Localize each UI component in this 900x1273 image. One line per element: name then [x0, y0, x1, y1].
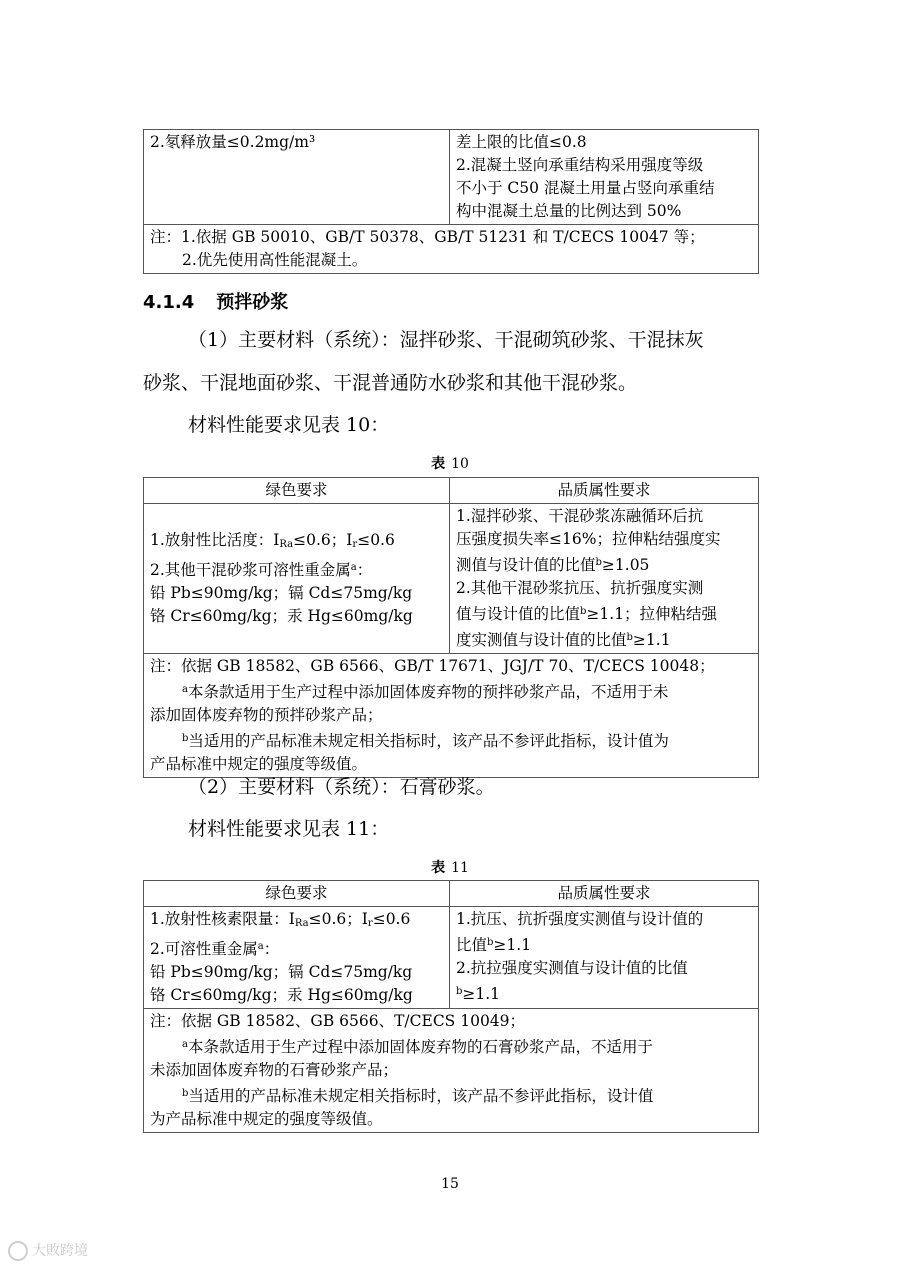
- note-text: $^a$本条款适用于生产过程中添加固体废弃物的石膏砂浆产品，不适用于: [182, 1038, 653, 1056]
- section-heading: [143, 288, 288, 314]
- note-text: 注：依据 GB 18582、GB 6566、GB/T 17671、JGJ/T 70、T/CECS 10048；: [150, 657, 715, 675]
- column-header: 绿色要求: [144, 881, 450, 907]
- caption-label: 表: [431, 860, 446, 876]
- paragraph-line: （2）主要材料（系统）：石膏砂浆。: [188, 776, 495, 798]
- note-text: 注：1.依据 GB 50010、GB/T 50378、GB/T 51231 和 T/CECS 10047 等；: [150, 228, 705, 246]
- cell-text: 2.抗拉强度实测值与设计值的比值: [456, 959, 688, 977]
- table-header-row: [144, 478, 759, 504]
- cell-text: 2.其他干混砂浆可溶性重金属$^a$：: [150, 561, 373, 579]
- cell-text: $^b$≥1.1: [456, 985, 501, 1003]
- table-10: [143, 477, 759, 778]
- watermark: [8, 1240, 88, 1261]
- table-cell: [144, 907, 450, 1009]
- table-cell: [450, 504, 759, 654]
- table-note: [144, 654, 759, 778]
- cell-text: 2.氡释放量≤0.2mg/m³: [150, 133, 316, 151]
- table-header-row: [144, 881, 759, 907]
- table-row: [144, 907, 759, 1009]
- cell-text: 2.其他干混砂浆抗压、抗折强度实测: [456, 579, 704, 597]
- column-header: 品质属性要求: [450, 881, 759, 907]
- cell-text: 压强度损失率≤16%；拉伸粘结强度实: [456, 530, 721, 548]
- table-row: [144, 1009, 759, 1133]
- cell-text: 1.抗压、抗折强度实测值与设计值的: [456, 910, 704, 928]
- table-row: [144, 654, 759, 778]
- caption-label: 表: [431, 456, 446, 472]
- cell-text: 差上限的比值≤0.8: [456, 133, 587, 151]
- cell-text: 2.混凝土竖向承重结构采用强度等级: [456, 156, 704, 174]
- column-header: 品质属性要求: [450, 478, 759, 504]
- table-cell: [144, 130, 450, 225]
- note-text: 为产品标准中规定的强度等级值。: [150, 1110, 383, 1128]
- watermark-text: 大敗跨境: [32, 1243, 88, 1259]
- page-number: 15: [441, 1176, 459, 1192]
- table-caption: [0, 857, 900, 877]
- cell-text: 铅 Pb≤90mg/kg；镉 Cd≤75mg/kg: [150, 584, 413, 602]
- cell-text: 2.可溶性重金属$^a$：: [150, 940, 280, 958]
- cell-text: 构中混凝土总量的比例达到 50%: [456, 202, 682, 220]
- caption-number: 11: [451, 860, 469, 876]
- cell-text: 值与设计值的比值$^b$≥1.1；拉伸粘结强: [456, 605, 718, 623]
- paragraph-line: 材料性能要求见表 11：: [188, 818, 390, 840]
- cell-text: 铬 Cr≤60mg/kg；汞 Hg≤60mg/kg: [150, 986, 413, 1004]
- table-caption: [0, 453, 900, 473]
- cell-text: 度实测值与设计值的比值$^b$≥1.1: [456, 631, 671, 649]
- cell-text: 1.湿拌砂浆、干混砂浆冻融循环后抗: [456, 507, 704, 525]
- table-cell: [450, 130, 759, 225]
- section-number: 4.1.4: [143, 292, 195, 313]
- table-row: [144, 504, 759, 654]
- table-cell: [450, 907, 759, 1009]
- note-text: 产品标准中规定的强度等级值。: [150, 755, 368, 773]
- note-text: 注：依据 GB 18582、GB 6566、T/CECS 10049；: [150, 1012, 526, 1030]
- cell-text: 铬 Cr≤60mg/kg；汞 Hg≤60mg/kg: [150, 607, 413, 625]
- caption-number: 10: [451, 456, 469, 472]
- table-note: [144, 225, 759, 274]
- table-row: [144, 130, 759, 225]
- cell-text: 比值$^b$≥1.1: [456, 936, 532, 954]
- note-text: 2.优先使用高性能混凝土。: [182, 251, 368, 269]
- watermark-logo-icon: [8, 1241, 28, 1261]
- cell-text: 1.放射性比活度：$I_{Ra}\le 0.6$；$I_r\le 0.6$: [150, 531, 395, 550]
- note-text: 未添加固体废弃物的石膏砂浆产品；: [150, 1061, 399, 1079]
- paragraph-line: 砂浆、干混地面砂浆、干混普通防水砂浆和其他干混砂浆。: [143, 372, 638, 394]
- table-row: [144, 225, 759, 274]
- table-top: [143, 129, 759, 274]
- note-text: $^b$当适用的产品标准未规定相关指标时，该产品不参评此指标，设计值为: [182, 732, 669, 750]
- column-header: 绿色要求: [144, 478, 450, 504]
- note-text: $^b$当适用的产品标准未规定相关指标时，该产品不参评此指标，设计值: [182, 1087, 654, 1105]
- cell-text: 不小于 C50 混凝土用量占竖向承重结: [456, 179, 715, 197]
- table-note: [144, 1009, 759, 1133]
- section-title: 预拌砂浆: [216, 292, 289, 313]
- cell-text: 铅 Pb≤90mg/kg；镉 Cd≤75mg/kg: [150, 963, 413, 981]
- paragraph-line: 材料性能要求见表 10：: [188, 414, 390, 436]
- table-cell: [144, 504, 450, 654]
- cell-text: 1.放射性核素限量：$I_{Ra}\le 0.6$；$I_r\le 0.6$: [150, 910, 411, 929]
- table-11: [143, 880, 759, 1133]
- paragraph-line: （1）主要材料（系统）：湿拌砂浆、干混砌筑砂浆、干混抹灰: [188, 329, 704, 351]
- cell-text: 测值与设计值的比值$^b$≥1.05: [456, 556, 650, 574]
- note-text: $^a$本条款适用于生产过程中添加固体废弃物的预拌砂浆产品，不适用于未: [182, 683, 669, 701]
- note-text: 添加固体废弃物的预拌砂浆产品；: [150, 706, 383, 724]
